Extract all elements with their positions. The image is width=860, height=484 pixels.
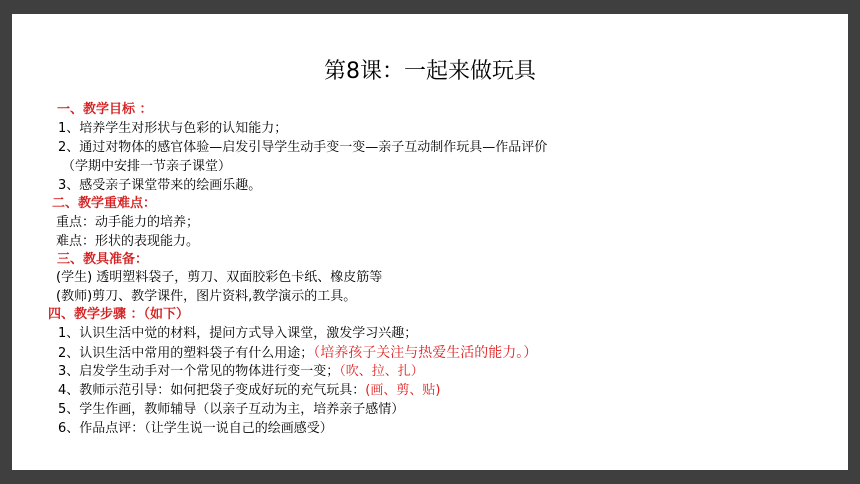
section-goals-heading: 一、教学目标 ： xyxy=(57,102,153,117)
step-text: 3、启发学生动手对一个常见的物体进行变一变； xyxy=(58,364,340,379)
steps-heading-note: （如下） xyxy=(143,307,190,322)
step-item-4 xyxy=(58,383,440,399)
step-item-1 xyxy=(58,326,417,342)
step-note: （吹、拉、扎） xyxy=(339,364,424,379)
steps-heading-label: 四、教学步骤 ： xyxy=(48,307,144,322)
goal-item-2: 2、通过对物体的感官体验—启发引导学生动手变一变—亲子互动制作玩具—作品评价 xyxy=(58,140,548,155)
step-item-2 xyxy=(58,345,537,362)
step-note: (画、剪、贴) xyxy=(365,383,441,398)
section-keypoints-heading: 二、教学重难点： xyxy=(52,196,157,211)
slide xyxy=(12,14,848,470)
goal-item-2-note: （学期中安排一节亲子课堂） xyxy=(62,159,232,174)
step-text: 1、认识生活中觉的材料，提问方式导入课堂，激发学习兴趣； xyxy=(58,326,418,341)
keypoint-focus: 重点：动手能力的培养； xyxy=(56,215,200,230)
keypoint-difficulty: 难点：形状的表现能力。 xyxy=(56,234,200,249)
step-item-3 xyxy=(58,364,424,380)
lesson-title: 第8课：一起来做玩具 xyxy=(324,59,536,84)
section-materials-heading: 三、教具准备： xyxy=(57,252,149,267)
step-item-6 xyxy=(58,421,333,437)
goal-item-1: 1、培养学生对形状与色彩的认知能力； xyxy=(58,121,288,136)
goal-item-3: 3、感受亲子课堂带来的绘画乐趣。 xyxy=(58,178,262,193)
step-text: 5、学生作画，教师辅导（以亲子互动为主，培养亲子感情） xyxy=(58,402,405,417)
materials-student: (学生) 透明塑料袋子，剪刀、双面胶彩色卡纸、橡皮筋等 xyxy=(56,270,383,285)
step-text: 2、认识生活中常用的塑料袋子有什么用途； xyxy=(58,346,314,361)
step-note: （培养孩子关注与热爱生活的能力。） xyxy=(313,345,538,361)
section-steps-heading xyxy=(48,307,189,323)
step-text: 4、教师示范引导：如何把袋子变成好玩的充气玩具： xyxy=(58,383,366,398)
materials-teacher: (教师)剪刀、教学课件，图片资料,教学演示的工具。 xyxy=(56,289,357,304)
step-text: 6、作品点评：（让学生说一说自己的绘画感受） xyxy=(58,421,333,436)
step-item-5 xyxy=(58,402,404,418)
